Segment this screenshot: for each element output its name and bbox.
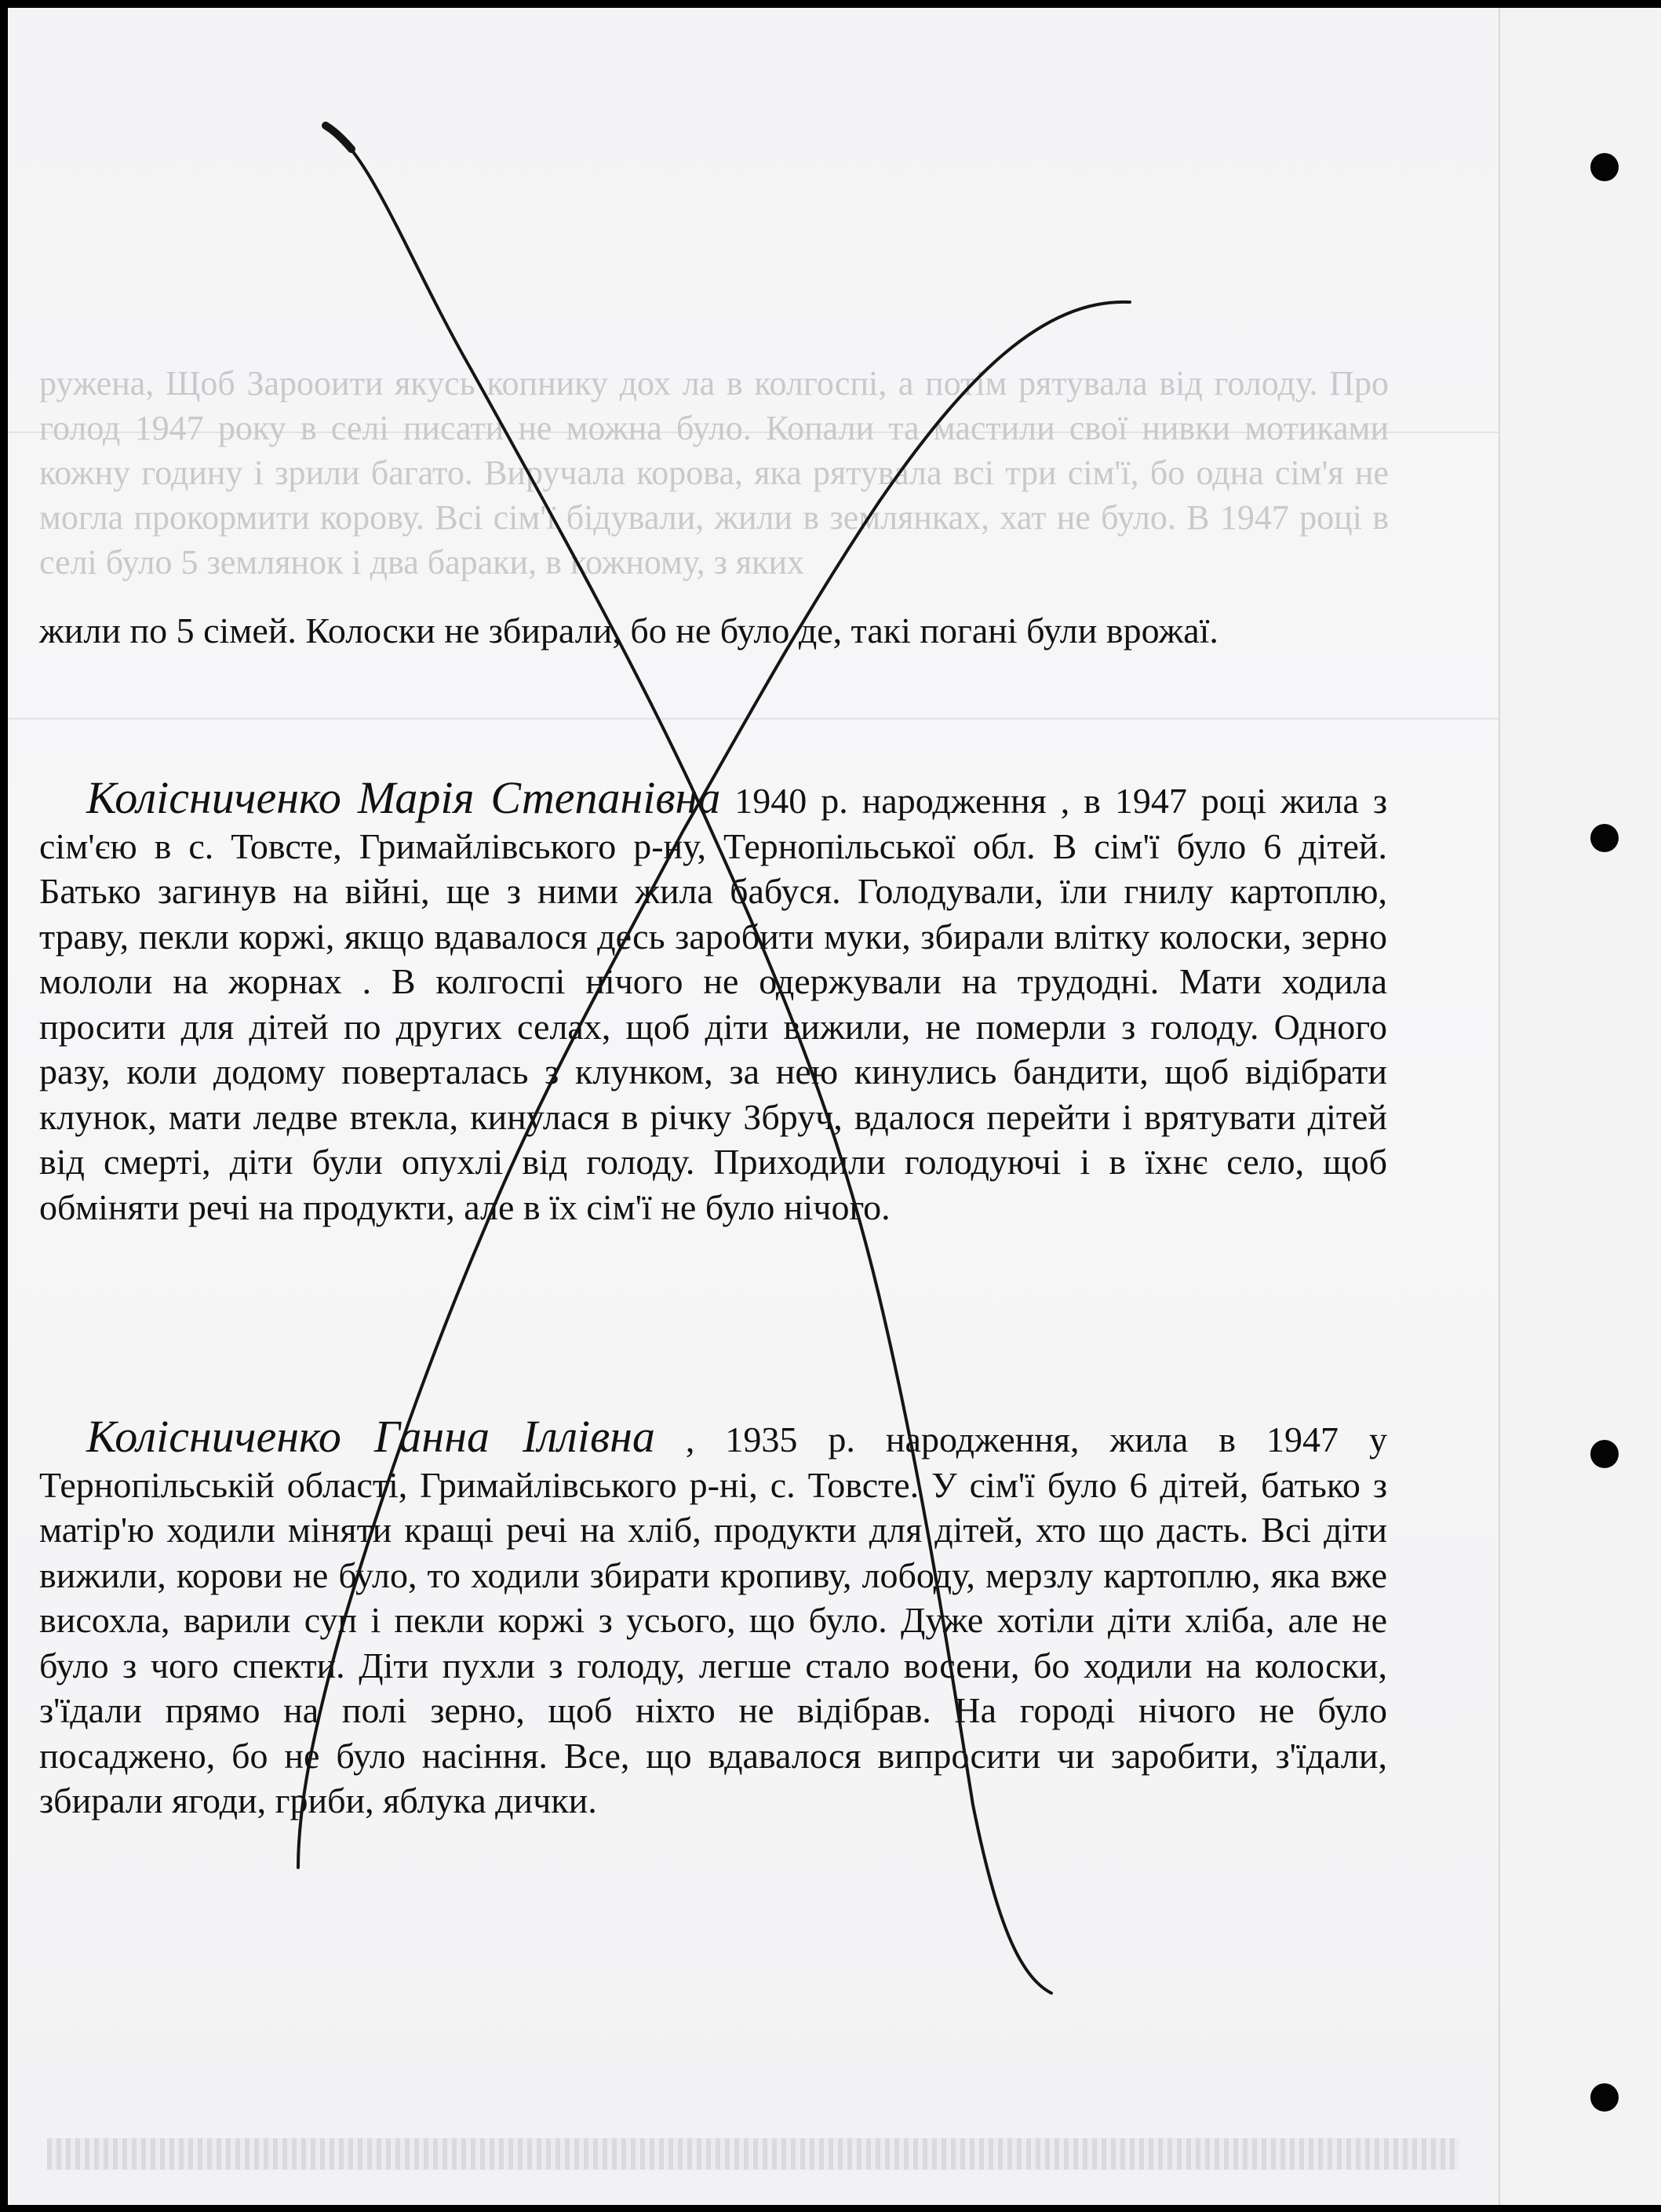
punch-hole-icon xyxy=(1590,1440,1619,1468)
binder-tab-strip xyxy=(1499,8,1661,2205)
faded-bleed-through-text: ружена, Щоб Зарооити якусь копнику дох ла в колгоспі, а потім рятувала від голоду. Про голод 1947 року в селі писати не можна було. Копали та мастили свої нивки мотиками кожну годину і зрили багато. Виручала корова, яка рятувала всі три сім'ї, бо одна сім'я не могла прокормити корову. Всі сім'ї бідували, жили в землянках, хат не було. В 1947 році в селі було 5 землянок і два бараки, в кожному, з яких xyxy=(39,364,1389,581)
entry-paragraph xyxy=(39,772,1387,1230)
entry-text: 1940 р. народження , в 1947 році жила з сім'єю в с. Товсте, Гримайлівського р-ну, Тернопільської обл. В сім'ї було 6 дітей. Батько загинув на війні, ще з ними жила бабуся. Голодували, їли гнилу картоплю, траву, пекли коржі, якщо вдавалося десь заробити муки, збирали влітку колоски, зерно мололи на жорнах . В колгоспі нічого не одержували на трудодні. Мати ходила просити для дітей по других селах, щоб діти вижили, не померли з голоду. Одного разу, коли додому поверталась з клунком, за нею кинулись бандити, щоб відібрати клунок, мати ледве втекла, кинулася в річку Збруч, вдалося перейти і врятувати дітей від смерті, діти були опухлі від голоду. Приходили голодуючі і в їхнє село, щоб обміняти речі на продукти, але в їх сім'ї не було нічого. xyxy=(39,781,1387,1227)
entry-hanna xyxy=(39,1411,1387,1824)
fold-line xyxy=(8,718,1499,720)
intro-paragraph-text: жили по 5 сімей. Колоски не збирали, бо не було де, такі погані були врожаї. xyxy=(39,610,1218,650)
punch-hole-icon xyxy=(1590,2083,1619,2112)
entry-person-name: Колісниченко Марія Степанівна xyxy=(86,772,721,823)
entry-maria xyxy=(39,772,1387,1230)
entry-text: , 1935 р. народження, жила в 1947 у Тернопільській області, Гримайлівського р-ні, с. Товсте. У сім'ї було 6 дітей, батько з матір'ю ходили міняти кращі речі на хліб, продукти для дітей, хто що дасть. Всі діти вижили, корови не було, то ходили збирати кропиву, лободу, мерзлу картоплю, яка вже висохла, варили суп і пекли коржі з усього, що було. Дуже хотіли діти хліба, але не було з чого спекти. Діти пухли з голоду, легше стало восени, бо ходили на колоски, з'їдали прямо на полі зерно, щоб ніхто не відібрав. На городі нічого не було посаджено, бо не було насіння. Все, що вдавалося випросити чи заробити, з'їдали, збирали ягоди, гриби, яблука дички. xyxy=(39,1419,1387,1820)
entry-person-name: Колісниченко Ганна Іллівна xyxy=(86,1411,655,1462)
entry-paragraph xyxy=(39,1411,1387,1824)
punch-hole-icon xyxy=(1590,153,1619,181)
intro-paragraph-tail xyxy=(39,608,1387,654)
scan-artifact-strip xyxy=(47,2138,1459,2170)
punch-hole-icon xyxy=(1590,824,1619,852)
